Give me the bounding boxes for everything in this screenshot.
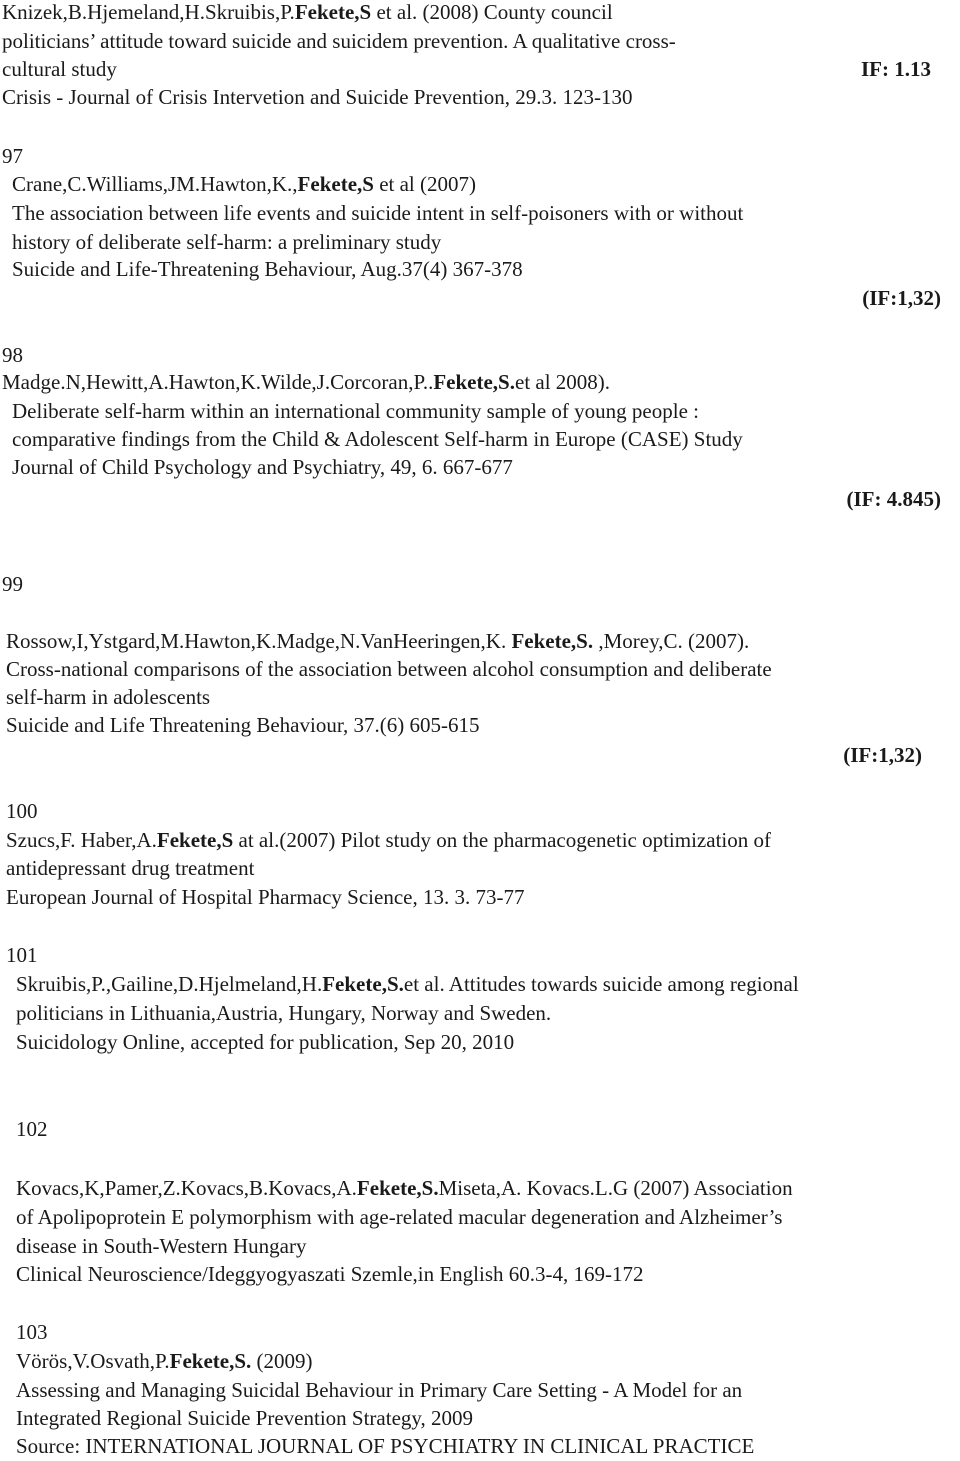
reference-title-line: history of deliberate self-harm: a preliminary study [12,230,442,254]
reference-title-line: Assessing and Managing Suicidal Behaviour in Primary Care Setting - A Model for an [16,1378,743,1402]
reference-title-line: self-harm in adolescents [6,685,211,709]
reference-journal-line: European Journal of Hospital Pharmacy Science, 13. 3. 73-77 [6,885,525,909]
reference-number: 98 [2,343,23,367]
reference-number: 99 [2,572,23,596]
reference-journal-line: Source: INTERNATIONAL JOURNAL OF PSYCHIATRY IN CLINICAL PRACTICE [16,1434,755,1458]
author-text: et al 2008). [515,370,611,394]
reference-number: 103 [16,1320,48,1344]
impact-factor: (IF: 4.845) [846,487,941,511]
author-text: Vörös,V.Osvath,P. [16,1349,170,1373]
reference-authors [16,970,799,999]
reference-title-line: politicians’ attitude toward suicide and suicidem prevention. A qualitative cross- [2,29,676,53]
reference-authors [2,368,610,397]
reference-number: 101 [6,943,38,967]
reference-title-line: disease in South-Western Hungary [16,1234,307,1258]
author-highlight: Fekete,S. [322,972,404,996]
author-text: Knizek,B.Hjemeland,H.Skruibis,P. [2,0,295,24]
reference-journal-line: Suicidology Online, accepted for publication, Sep 20, 2010 [16,1030,515,1054]
author-text: Madge.N,Hewitt,A.Hawton,K.Wilde,J.Corcoran,P.. [2,370,434,394]
author-highlight: Fekete,S [297,172,374,196]
author-text: Kovacs,K,Pamer,Z.Kovacs,B.Kovacs,A. [16,1176,357,1200]
reference-number: 102 [16,1117,48,1141]
author-highlight: Fekete,S [156,828,234,852]
author-text: Rossow,I,Ystgard,M.Hawton,K.Madge,N.VanHeeringen,K. [6,629,512,653]
reference-journal-line: Crisis - Journal of Crisis Intervetion and Suicide Prevention, 29.3. 123-130 [2,85,633,109]
author-text: Crane,C.Williams,JM.Hawton,K., [12,172,298,196]
impact-factor: (IF:1,32) [862,286,941,310]
author-highlight: Fekete,S. [511,629,594,653]
reference-title-line: cultural study [2,57,117,81]
reference-authors [16,1174,793,1203]
author-highlight: Fekete,S [294,0,372,24]
reference-journal-line: Journal of Child Psychology and Psychiatry, 49, 6. 667-677 [12,455,513,479]
reference-title-line: comparative findings from the Child & Adolescent Self-harm in Europe (CASE) Study [12,427,743,451]
author-text: et al. (2008) County council [371,0,613,24]
author-text: et al (2007) [373,172,476,196]
reference-authors [6,627,749,656]
reference-authors [16,1347,313,1376]
author-text: at al.(2007) Pilot study on the pharmacogenetic optimization of [233,828,771,852]
impact-factor: IF: 1.13 [861,57,931,81]
author-text: Szucs,F. Haber,A. [6,828,157,852]
reference-journal-line: Clinical Neuroscience/Ideggyogyaszati Szemle,in English 60.3-4, 169-172 [16,1262,644,1286]
author-text: et al. Attitudes towards suicide among regional [403,972,799,996]
reference-title-line: Deliberate self-harm within an international community sample of young people : [12,399,699,423]
reference-journal-line: Suicide and Life Threatening Behaviour, 37.(6) 605-615 [6,713,480,737]
reference-authors [2,0,613,27]
reference-title-line: Integrated Regional Suicide Prevention Strategy, 2009 [16,1406,474,1430]
reference-number: 100 [6,799,38,823]
author-text: Skruibis,P.,Gailine,D.Hjelmeland,H. [16,972,323,996]
reference-title-line: politicians in Lithuania,Austria, Hungary, Norway and Sweden. [16,1001,552,1025]
reference-title-line: The association between life events and suicide intent in self-poisoners with or without [12,201,744,225]
author-text: ,Morey,C. (2007). [593,629,750,653]
author-text: (2009) [251,1349,313,1373]
reference-authors [12,170,476,199]
reference-title-line: Cross-national comparisons of the association between alcohol consumption and deliberate [6,657,772,681]
reference-journal-line: Suicide and Life-Threatening Behaviour, Aug.37(4) 367-378 [12,257,523,281]
reference-title-line: antidepressant drug treatment [6,856,255,880]
author-text: Miseta,A. Kovacs.L.G (2007) Association [438,1176,793,1200]
impact-factor: (IF:1,32) [843,743,922,767]
reference-title-line: of Apolipoprotein E polymorphism with age-related macular degeneration and Alzheimer’s [16,1205,783,1229]
reference-number: 97 [2,144,23,168]
reference-authors [6,826,771,855]
author-highlight: Fekete,S. [169,1349,252,1373]
author-highlight: Fekete,S. [433,370,515,394]
author-highlight: Fekete,S. [356,1176,439,1200]
